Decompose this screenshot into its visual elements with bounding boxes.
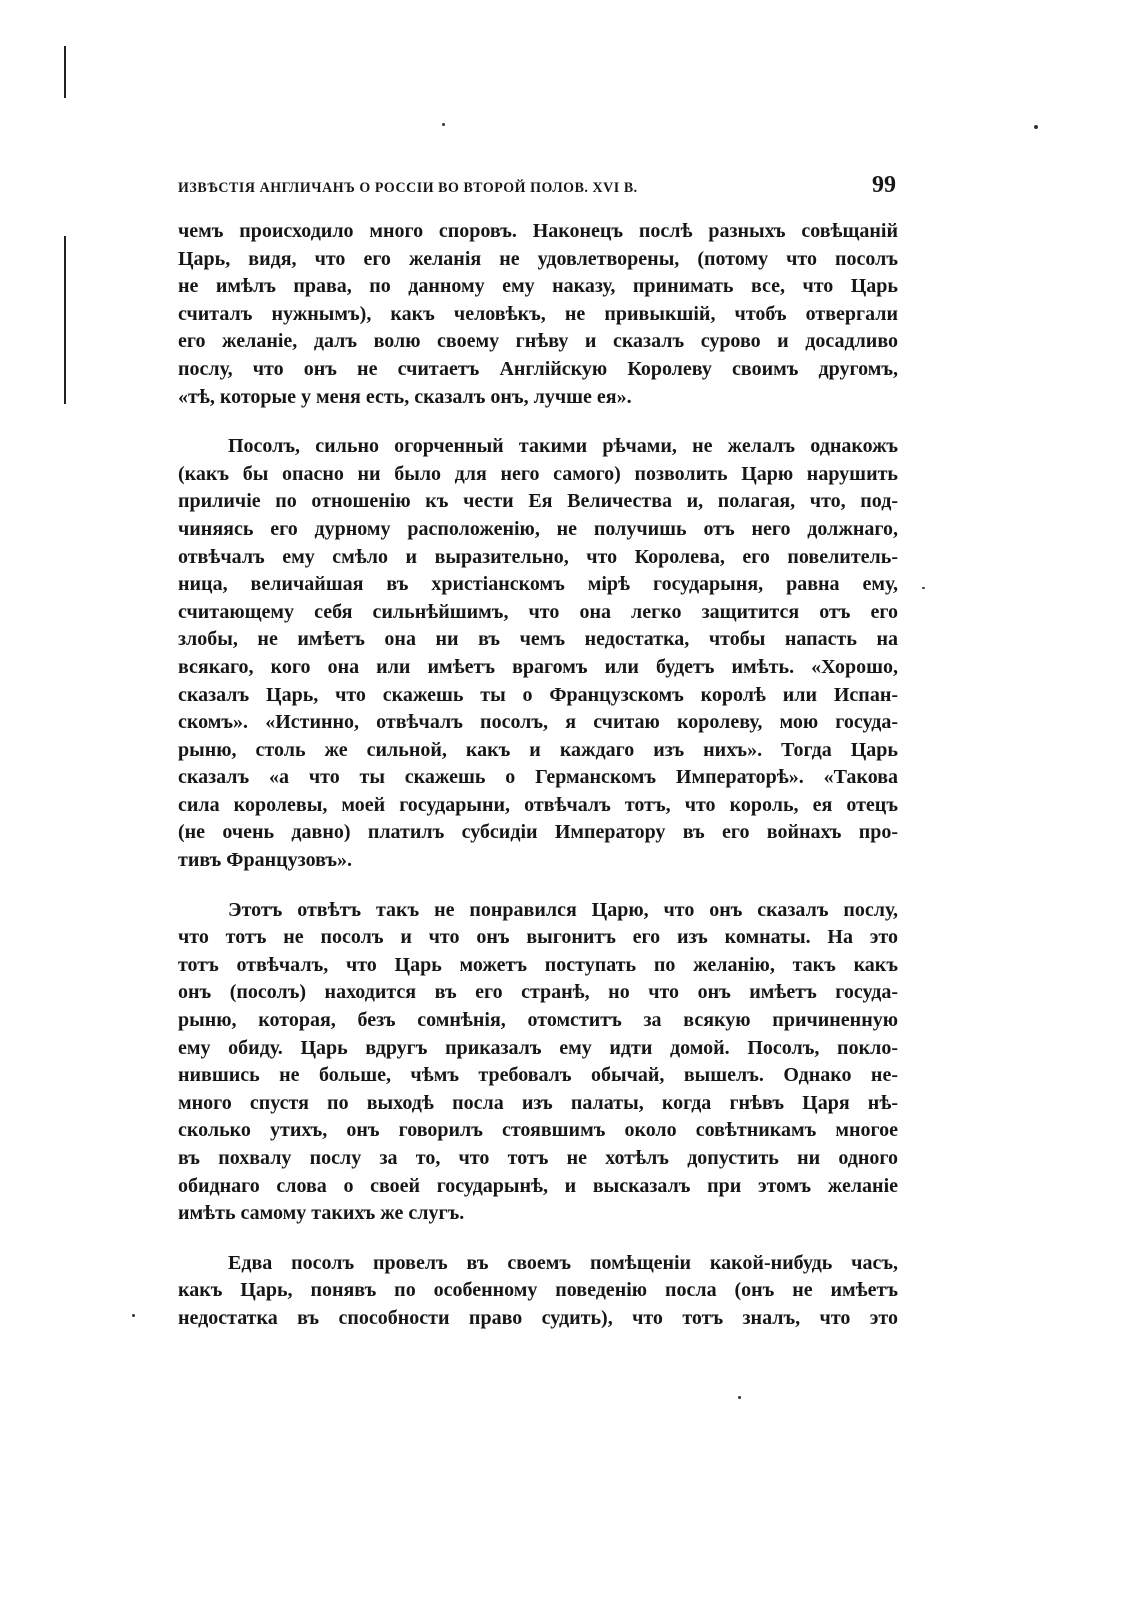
page-number: 99 — [872, 172, 896, 198]
text-line: Царь, видя, что его желанія не удовлетворены, (потому что посолъ — [178, 247, 898, 270]
text-line: чемъ происходило много споровъ. Наконецъ послѣ разныхъ совѣщаній — [178, 220, 898, 242]
text-line: не имѣлъ права, по данному ему наказу, принимать все, что Царь — [178, 275, 898, 298]
scan-speck — [132, 1314, 135, 1317]
text-line: въ похвалу послу за то, что тотъ не хотѣлъ допустить ни одного — [178, 1147, 898, 1169]
text-line: рыню, которая, безъ сомнѣнія, отомститъ за всякую причиненную — [178, 1009, 898, 1032]
text-line: злобы, не имѣетъ она ни въ чемъ недостатка, чтобы напасть на — [178, 628, 898, 651]
text-line: тотъ отвѣчалъ, что Царь можетъ поступать по желанію, такъ какъ — [178, 953, 898, 976]
text-line: считающему себя сильнѣйшимъ, что она легко защитится отъ его — [178, 600, 898, 623]
scan-speck — [738, 1396, 741, 1399]
text-line: сказалъ Царь, что скажешь ты о Французскомъ королѣ или Испан- — [178, 683, 898, 706]
running-title: ИЗВѢСТІЯ АНГЛИЧАНЪ О РОССІИ ВО ВТОРОЙ ПОЛОВ. XVI В. — [178, 180, 638, 196]
scan-edge-mark-middle — [64, 236, 66, 404]
text-line: сила королевы, моей государыни, отвѣчалъ тотъ, что король, ея отецъ — [178, 793, 898, 816]
text-line: тивъ Французовъ». — [178, 849, 353, 872]
text-line: много спустя по выходѣ посла изъ палаты, когда гнѣвъ Царя нѣ- — [178, 1091, 898, 1114]
text-line: сказалъ «а что ты скажешь о Германскомъ Императорѣ». «Такова — [178, 766, 898, 789]
text-line: (не очень давно) платилъ субсидіи Императору въ его войнахъ про- — [178, 821, 898, 844]
text-line: Этотъ отвѣтъ такъ не понравился Царю, что онъ сказалъ послу, — [228, 898, 898, 921]
text-line: сколько утихъ, онъ говорилъ стоявшимъ около совѣтникамъ многое — [178, 1119, 898, 1142]
text-line: «тѣ, которые у меня есть, сказалъ онъ, лучше ея». — [178, 385, 632, 408]
paragraph-4 — [178, 1250, 898, 1333]
text-line: скомъ». «Истинно, отвѣчалъ посолъ, я считаю королеву, мою госуда- — [178, 711, 898, 734]
text-line: Посолъ, сильно огорченный такими рѣчами, не желалъ однакожъ — [228, 435, 898, 458]
text-line: всякаго, кого она или имѣетъ врагомъ или будетъ имѣть. «Хорошо, — [178, 655, 898, 678]
paragraph-1 — [178, 218, 898, 411]
text-line: нившись не больше, чѣмъ требовалъ обычай, вышелъ. Однако не- — [178, 1064, 898, 1087]
text-line: его желаніе, далъ волю своему гнѣву и сказалъ сурово и досадливо — [178, 330, 898, 353]
text-line: считалъ нужнымъ), какъ человѣкъ, не привыкшій, чтобъ отвергали — [178, 302, 898, 325]
text-line: послу, что онъ не считаетъ Англійскую Королеву своимъ другомъ, — [178, 357, 898, 380]
running-head — [178, 168, 900, 204]
text-line: имѣть самому такихъ же слугъ. — [178, 1202, 465, 1225]
text-line: онъ (посолъ) находится въ его странѣ, но что онъ имѣетъ госуда- — [178, 981, 898, 1004]
text-line: что тотъ не посолъ и что онъ выгонитъ его изъ комнаты. На это — [178, 926, 898, 949]
text-line: приличіе по отношенію къ чести Ея Величества и, полагая, что, под- — [178, 490, 898, 513]
paragraph-3 — [178, 897, 898, 1228]
text-line: рыню, столь же сильной, какъ и каждаго изъ нихъ». Тогда Царь — [178, 738, 898, 761]
text-line: недостатка въ способности право судить), что тотъ зналъ, что это — [178, 1306, 898, 1329]
scan-speck — [922, 587, 925, 589]
text-line: какъ Царь, понявъ по особенному поведенію посла (онъ не имѣетъ — [178, 1279, 898, 1302]
text-line: (какъ бы опасно ни было для него самого) позволить Царю нарушить — [178, 462, 898, 485]
scan-edge-mark-top — [64, 46, 66, 98]
body-text — [178, 218, 898, 1355]
text-line: Едва посолъ провелъ въ своемъ помѣщеніи какой-нибудь часъ, — [228, 1251, 898, 1274]
text-line: отвѣчалъ ему смѣло и выразительно, что Королева, его повелитель- — [178, 545, 898, 568]
text-line: обиднаго слова о своей государынѣ, и высказалъ при этомъ желаніе — [178, 1174, 898, 1197]
paragraph-2 — [178, 433, 898, 875]
scan-speck — [1034, 125, 1038, 129]
text-line: чиняясь его дурному расположенію, не получишь отъ него должнаго, — [178, 517, 898, 540]
text-line: ница, величайшая въ христіанскомъ мірѣ государыня, равна ему, — [178, 573, 898, 596]
text-line: ему обиду. Царь вдругъ приказалъ ему идти домой. Посолъ, покло- — [178, 1036, 898, 1059]
scan-speck — [442, 123, 445, 126]
